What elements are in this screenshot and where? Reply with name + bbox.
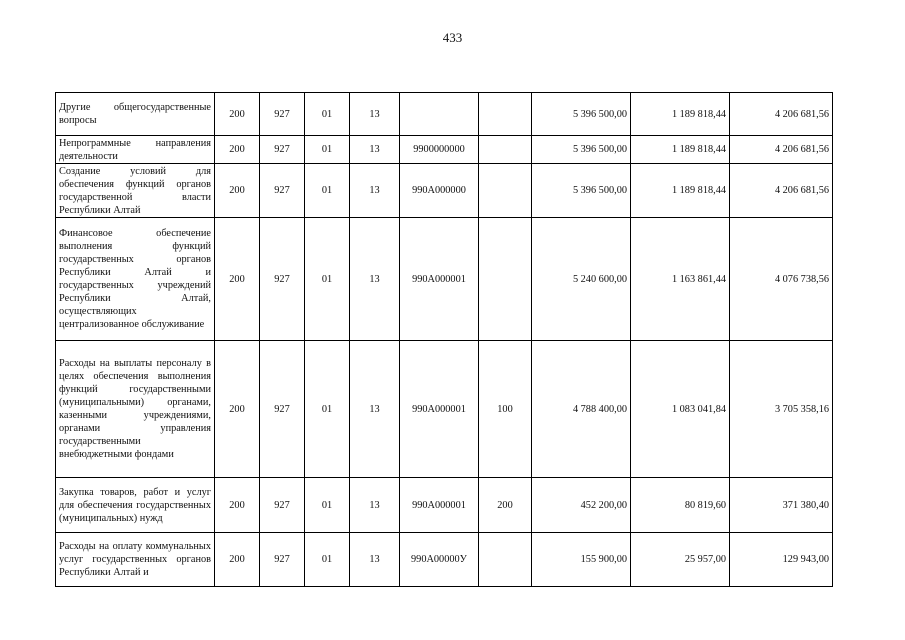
expense-type-cell: 200 bbox=[479, 478, 532, 533]
admin-code-cell: 200 bbox=[215, 164, 260, 218]
target-article-cell: 990А000000 bbox=[400, 164, 479, 218]
remaining-amount-cell: 4 206 681,56 bbox=[730, 136, 833, 164]
section-cell: 01 bbox=[305, 93, 350, 136]
row-name: Другие общегосударственные вопросы bbox=[56, 93, 215, 136]
table-row bbox=[56, 341, 833, 478]
approved-amount-cell: 5 396 500,00 bbox=[532, 93, 631, 136]
section-cell: 01 bbox=[305, 136, 350, 164]
remaining-amount-cell: 4 206 681,56 bbox=[730, 164, 833, 218]
approved-amount-cell: 4 788 400,00 bbox=[532, 341, 631, 478]
table-row bbox=[56, 533, 833, 587]
section-cell: 01 bbox=[305, 478, 350, 533]
subsection-cell: 13 bbox=[350, 478, 400, 533]
section-cell: 01 bbox=[305, 533, 350, 587]
expense-type-cell bbox=[479, 164, 532, 218]
admin-code-cell: 200 bbox=[215, 136, 260, 164]
remaining-amount-cell: 129 943,00 bbox=[730, 533, 833, 587]
executed-amount-cell: 1 189 818,44 bbox=[631, 164, 730, 218]
executed-amount-cell: 1 189 818,44 bbox=[631, 93, 730, 136]
target-article-cell: 990А000001 bbox=[400, 478, 479, 533]
expense-type-cell bbox=[479, 218, 532, 341]
ministry-code-cell: 927 bbox=[260, 164, 305, 218]
table-row bbox=[56, 218, 833, 341]
admin-code-cell: 200 bbox=[215, 478, 260, 533]
admin-code-cell: 200 bbox=[215, 218, 260, 341]
row-name: Финансовое обеспечение выполнения функций государственных органов Республики Алтай и государственных учреждений Республики Алтай, осуществляющих централизованное обслуживание bbox=[56, 218, 215, 341]
ministry-code-cell: 927 bbox=[260, 341, 305, 478]
row-name: Закупка товаров, работ и услуг для обеспечения государственных (муниципальных) нужд bbox=[56, 478, 215, 533]
expense-type-cell bbox=[479, 136, 532, 164]
table-row bbox=[56, 136, 833, 164]
table-row bbox=[56, 93, 833, 136]
executed-amount-cell: 1 163 861,44 bbox=[631, 218, 730, 341]
admin-code-cell: 200 bbox=[215, 93, 260, 136]
remaining-amount-cell: 371 380,40 bbox=[730, 478, 833, 533]
subsection-cell: 13 bbox=[350, 93, 400, 136]
executed-amount-cell: 25 957,00 bbox=[631, 533, 730, 587]
remaining-amount-cell: 3 705 358,16 bbox=[730, 341, 833, 478]
remaining-amount-cell: 4 206 681,56 bbox=[730, 93, 833, 136]
ministry-code-cell: 927 bbox=[260, 136, 305, 164]
approved-amount-cell: 5 396 500,00 bbox=[532, 136, 631, 164]
section-cell: 01 bbox=[305, 218, 350, 341]
target-article-cell: 9900000000 bbox=[400, 136, 479, 164]
subsection-cell: 13 bbox=[350, 341, 400, 478]
approved-amount-cell: 452 200,00 bbox=[532, 478, 631, 533]
executed-amount-cell: 1 189 818,44 bbox=[631, 136, 730, 164]
expense-type-cell bbox=[479, 93, 532, 136]
ministry-code-cell: 927 bbox=[260, 218, 305, 341]
row-name: Создание условий для обеспечения функций органов государственной власти Республики Алтай bbox=[56, 164, 215, 218]
section-cell: 01 bbox=[305, 341, 350, 478]
admin-code-cell: 200 bbox=[215, 533, 260, 587]
target-article-cell bbox=[400, 93, 479, 136]
table-row bbox=[56, 478, 833, 533]
ministry-code-cell: 927 bbox=[260, 93, 305, 136]
executed-amount-cell: 80 819,60 bbox=[631, 478, 730, 533]
table-row bbox=[56, 164, 833, 218]
subsection-cell: 13 bbox=[350, 164, 400, 218]
remaining-amount-cell: 4 076 738,56 bbox=[730, 218, 833, 341]
executed-amount-cell: 1 083 041,84 bbox=[631, 341, 730, 478]
admin-code-cell: 200 bbox=[215, 341, 260, 478]
row-name: Расходы на оплату коммунальных услуг государственных органов Республики Алтай и bbox=[56, 533, 215, 587]
budget-table bbox=[55, 92, 833, 587]
subsection-cell: 13 bbox=[350, 218, 400, 341]
approved-amount-cell: 5 240 600,00 bbox=[532, 218, 631, 341]
expense-type-cell bbox=[479, 533, 532, 587]
target-article-cell: 990А000001 bbox=[400, 341, 479, 478]
row-name: Непрограммные направления деятельности bbox=[56, 136, 215, 164]
page-number: 433 bbox=[442, 30, 463, 45]
section-cell: 01 bbox=[305, 164, 350, 218]
ministry-code-cell: 927 bbox=[260, 478, 305, 533]
expense-type-cell: 100 bbox=[479, 341, 532, 478]
ministry-code-cell: 927 bbox=[260, 533, 305, 587]
target-article-cell: 990А00000У bbox=[400, 533, 479, 587]
target-article-cell: 990А000001 bbox=[400, 218, 479, 341]
approved-amount-cell: 5 396 500,00 bbox=[532, 164, 631, 218]
subsection-cell: 13 bbox=[350, 533, 400, 587]
subsection-cell: 13 bbox=[350, 136, 400, 164]
approved-amount-cell: 155 900,00 bbox=[532, 533, 631, 587]
row-name: Расходы на выплаты персоналу в целях обеспечения выполнения функций государственными (муниципальными) органами, казенными учреждениями, органами управления государственными внебюджетными фондами bbox=[56, 341, 215, 478]
